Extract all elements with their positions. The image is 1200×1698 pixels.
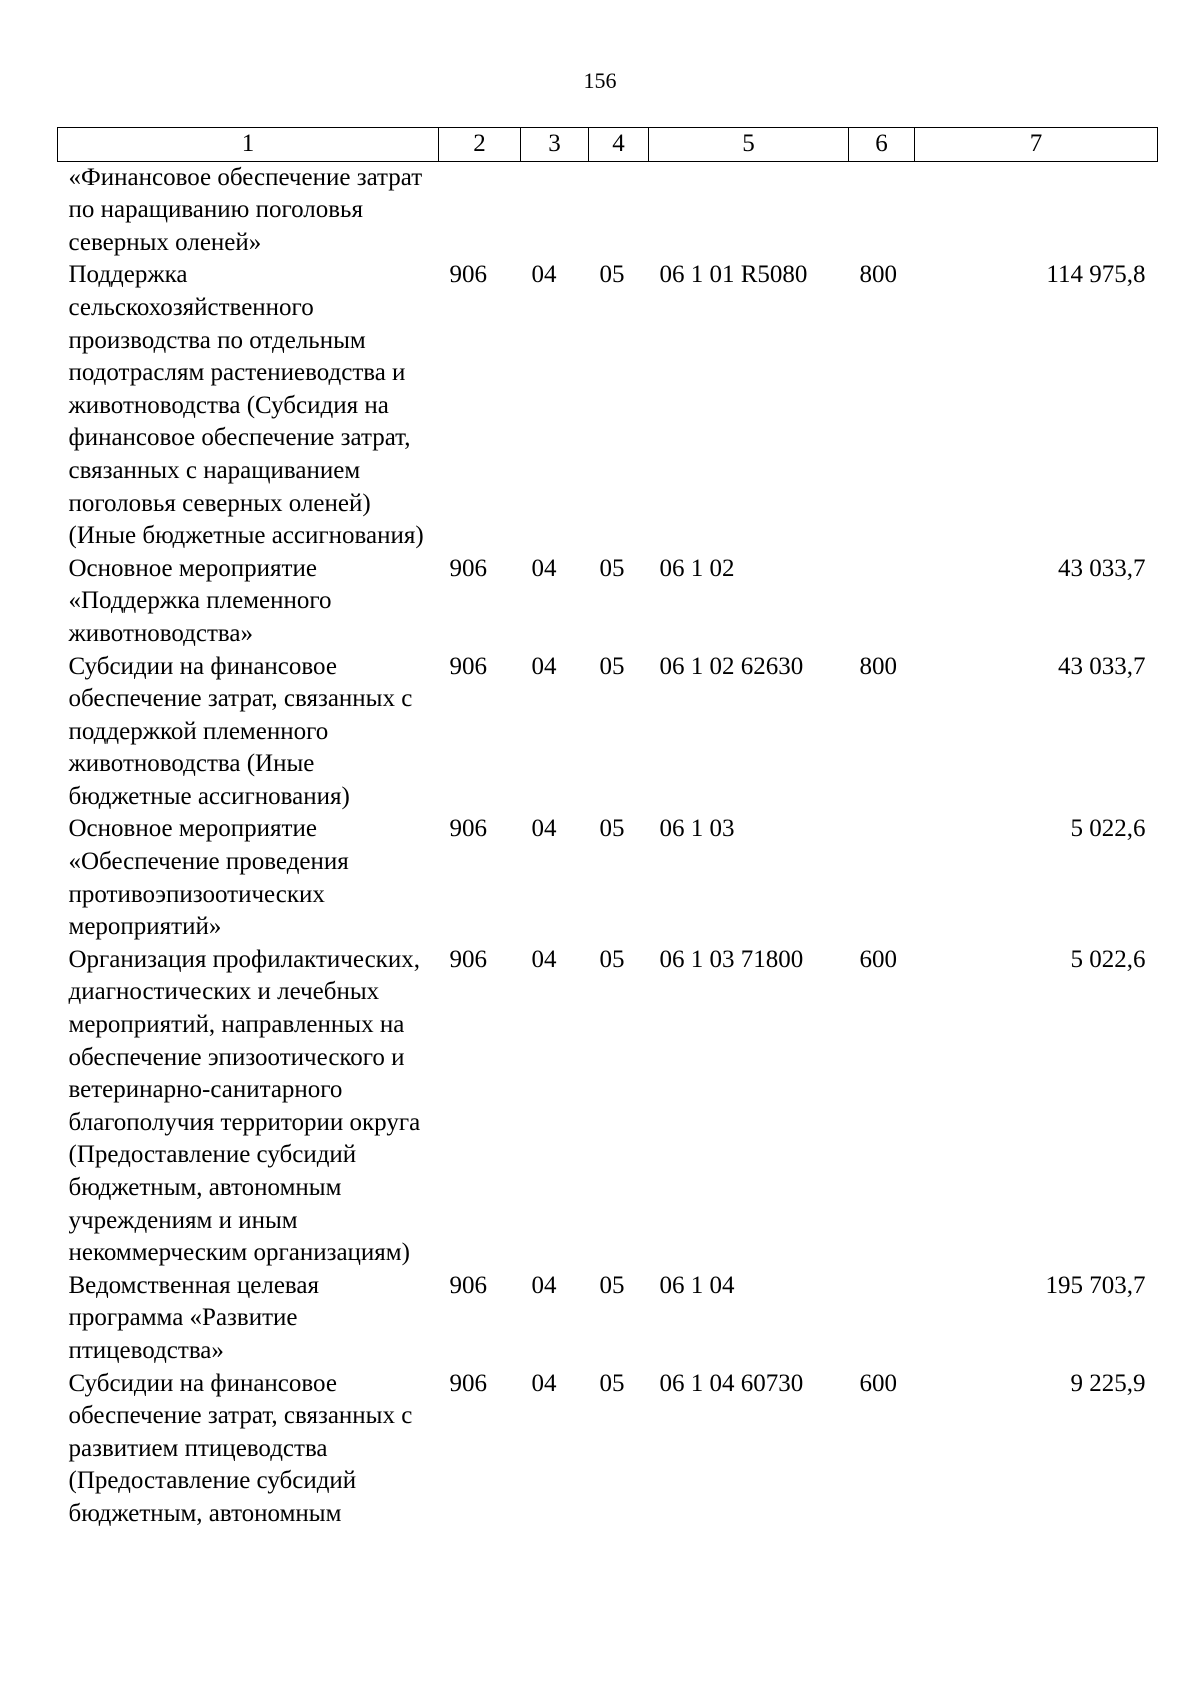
row-amount: 5 022,6 [1070, 815, 1146, 843]
row-amount: 43 033,7 [1058, 554, 1146, 582]
row-name: Субсидии на финансовое обеспечение затрат, связанных с поддержкой племенного животноводства (Иные бюджетные ассигнования) [68, 652, 413, 810]
table-row [58, 1270, 1158, 1368]
row-expense-type [849, 161, 915, 259]
row-target-article: 06 1 03 [659, 815, 735, 843]
row-subsection: 05 [599, 1271, 625, 1299]
table-row [58, 813, 1158, 943]
row-expense-type [849, 1270, 915, 1368]
row-subsection [589, 161, 649, 259]
row-section [521, 161, 589, 259]
row-subsection: 05 [599, 652, 625, 680]
row-ministry-code: 906 [449, 554, 487, 582]
column-header-4: 4 [589, 128, 649, 162]
row-name: Ведомственная целевая программа «Развитие птицеводства» [68, 1271, 320, 1364]
row-amount [915, 161, 1158, 259]
table-row [58, 651, 1158, 814]
row-expense-type: 600 [859, 945, 897, 973]
column-header-6: 6 [849, 128, 915, 162]
row-target-article [649, 161, 849, 259]
row-amount: 43 033,7 [1058, 652, 1146, 680]
row-section: 04 [531, 261, 557, 289]
row-ministry-code: 906 [449, 815, 487, 843]
budget-table [57, 127, 1158, 1531]
table-row [58, 161, 1158, 259]
row-expense-type: 800 [859, 652, 897, 680]
table-row [58, 944, 1158, 1270]
row-subsection: 05 [599, 815, 625, 843]
row-ministry-code: 906 [449, 261, 487, 289]
row-expense-type: 800 [859, 261, 897, 289]
row-ministry-code [439, 161, 521, 259]
row-ministry-code: 906 [449, 652, 487, 680]
column-header-5: 5 [649, 128, 849, 162]
row-section: 04 [531, 1271, 557, 1299]
row-section: 04 [531, 554, 557, 582]
column-header-3: 3 [521, 128, 589, 162]
row-name: Основное мероприятие «Обеспечение проведения противоэпизоотических мероприятий» [68, 815, 349, 941]
row-ministry-code: 906 [449, 1271, 487, 1299]
column-header-7: 7 [915, 128, 1158, 162]
row-target-article: 06 1 03 71800 [659, 945, 804, 973]
row-subsection: 05 [599, 945, 625, 973]
row-ministry-code: 906 [449, 1369, 487, 1397]
row-target-article: 06 1 04 60730 [659, 1369, 804, 1397]
row-section: 04 [531, 945, 557, 973]
row-name: Поддержка сельскохозяйственного производства по отдельным подотраслям растениеводства и животноводства (Субсидия на финансовое обеспечение затрат, связанных с наращиванием поголовья северных оленей) (Иные бюджетные ассигнования) [68, 261, 424, 550]
row-amount: 114 975,8 [1046, 261, 1146, 289]
table-row [58, 259, 1158, 552]
row-subsection: 05 [599, 554, 625, 582]
row-target-article: 06 1 02 [659, 554, 735, 582]
row-name: «Финансовое обеспечение затрат по наращиванию поголовья северных оленей» [68, 163, 423, 256]
table-row [58, 553, 1158, 651]
column-header-2: 2 [439, 128, 521, 162]
row-ministry-code: 906 [449, 945, 487, 973]
row-name: Организация профилактических, диагностических и лечебных мероприятий, направленных на обеспечение эпизоотического и ветеринарно-санитарного благополучия территории округа (Предоставление субсидий бюджетным, автономным учреждениям и иным некоммерческим организациям) [68, 945, 421, 1267]
column-number-row [58, 128, 1158, 162]
row-target-article: 06 1 01 R5080 [659, 261, 808, 289]
row-amount: 5 022,6 [1070, 945, 1146, 973]
row-section: 04 [531, 815, 557, 843]
row-target-article: 06 1 02 62630 [659, 652, 804, 680]
row-name: Субсидии на финансовое обеспечение затрат, связанных с развитием птицеводства (Предоставление субсидий бюджетным, автономным [68, 1369, 413, 1527]
row-amount: 195 703,7 [1045, 1271, 1146, 1299]
row-section: 04 [531, 652, 557, 680]
row-target-article: 06 1 04 [659, 1271, 735, 1299]
table-row [58, 1368, 1158, 1531]
page-number: 156 [583, 68, 617, 93]
row-subsection: 05 [599, 261, 625, 289]
row-amount: 9 225,9 [1070, 1369, 1146, 1397]
column-header-1: 1 [58, 128, 439, 162]
row-expense-type: 600 [859, 1369, 897, 1397]
row-subsection: 05 [599, 1369, 625, 1397]
row-section: 04 [531, 1369, 557, 1397]
row-expense-type [849, 813, 915, 943]
row-name: Основное мероприятие «Поддержка племенного животноводства» [68, 554, 332, 647]
row-expense-type [849, 553, 915, 651]
